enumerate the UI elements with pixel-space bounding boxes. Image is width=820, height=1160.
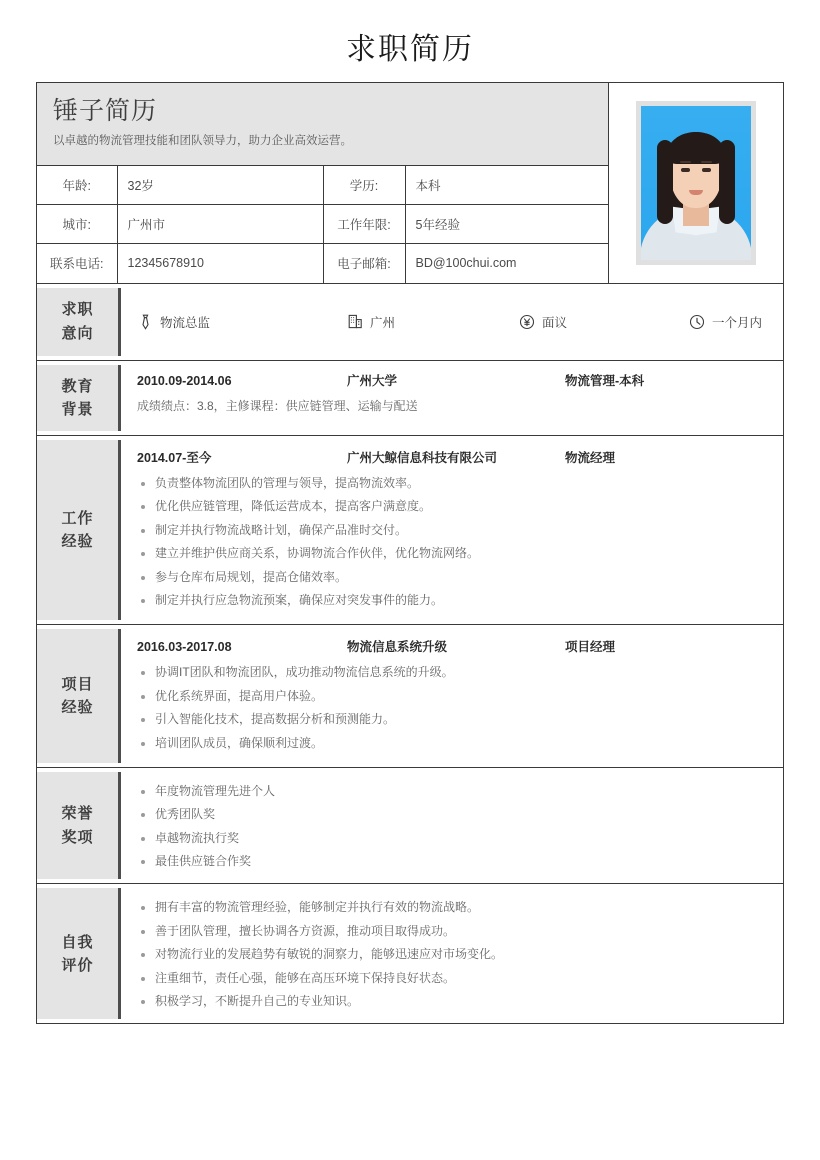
project-bullets bbox=[137, 661, 769, 755]
education-entry-head bbox=[137, 371, 769, 389]
basic-info-table bbox=[37, 165, 608, 283]
section-body-intention bbox=[121, 284, 783, 360]
education-date: 2010.09-2014.06 bbox=[137, 373, 232, 388]
section-label-line2: 评价 bbox=[61, 956, 94, 974]
section-label-work bbox=[37, 440, 121, 620]
evaluation-bullets bbox=[137, 896, 769, 1013]
section-body-education bbox=[121, 361, 783, 436]
list-item: 卓越物流执行奖 bbox=[137, 827, 769, 850]
list-item: 制定并执行应急物流预案，确保应对突发事件的能力。 bbox=[137, 589, 769, 612]
email-label: 电子邮箱: bbox=[323, 244, 405, 283]
list-item: 制定并执行物流战略计划，确保产品准时交付。 bbox=[137, 519, 769, 542]
age-label: 年龄: bbox=[37, 166, 117, 205]
list-item: 建立并维护供应商关系，协调物流合作伙伴，优化物流网络。 bbox=[137, 542, 769, 565]
section-label-line2: 意向 bbox=[61, 324, 94, 342]
section-label-line1: 教育 bbox=[61, 377, 94, 395]
header-left-column bbox=[37, 83, 609, 283]
honors-bullets bbox=[137, 780, 769, 874]
section-label-line2: 经验 bbox=[61, 699, 94, 717]
section-intention bbox=[37, 284, 783, 361]
intention-salary bbox=[519, 313, 689, 331]
list-item: 负责整体物流团队的管理与领导，提高物流效率。 bbox=[137, 472, 769, 495]
intention-position-text: 物流总监 bbox=[160, 315, 211, 330]
section-label-project bbox=[37, 629, 121, 763]
list-item: 参与仓库布局规划，提高仓储效率。 bbox=[137, 566, 769, 589]
section-education bbox=[37, 361, 783, 437]
list-item: 引入智能化技术，提高数据分析和预测能力。 bbox=[137, 708, 769, 731]
table-row bbox=[37, 166, 608, 205]
section-label-line1: 工作 bbox=[61, 509, 94, 527]
list-item: 积极学习，不断提升自己的专业知识。 bbox=[137, 990, 769, 1013]
section-work bbox=[37, 436, 783, 625]
list-item: 善于团队管理，擅长协调各方资源，推动项目取得成功。 bbox=[137, 920, 769, 943]
avatar bbox=[641, 106, 751, 260]
project-name: 物流信息系统升级 bbox=[347, 640, 448, 655]
experience-value: 5年经验 bbox=[405, 205, 608, 244]
intention-position bbox=[137, 313, 347, 331]
resume-card bbox=[36, 82, 784, 1024]
building-icon bbox=[347, 314, 363, 330]
project-date: 2016.03-2017.08 bbox=[137, 640, 232, 655]
candidate-name: 锤子简历 bbox=[53, 97, 158, 125]
age-value: 32岁 bbox=[117, 166, 323, 205]
table-row bbox=[37, 244, 608, 283]
work-bullets bbox=[137, 472, 769, 612]
work-role: 物流经理 bbox=[565, 451, 616, 465]
section-label-line2: 背景 bbox=[61, 400, 94, 418]
section-project bbox=[37, 625, 783, 768]
clock-icon bbox=[689, 314, 705, 330]
header-right-column bbox=[609, 83, 783, 283]
phone-label: 联系电话: bbox=[37, 244, 117, 283]
project-entry-head bbox=[137, 637, 769, 655]
list-item: 年度物流管理先进个人 bbox=[137, 780, 769, 803]
section-label-evaluation bbox=[37, 888, 121, 1019]
email-value: BD@100chui.com bbox=[405, 244, 608, 283]
intention-availability-text: 一个月内 bbox=[712, 315, 763, 330]
list-item: 优秀团队奖 bbox=[137, 803, 769, 826]
resume-header bbox=[37, 83, 783, 284]
list-item: 协调IT团队和物流团队，成功推动物流信息系统的升级。 bbox=[137, 661, 769, 684]
city-value: 广州市 bbox=[117, 205, 323, 244]
yen-circle-icon bbox=[519, 314, 535, 330]
page-title: 求职简历 bbox=[346, 33, 474, 66]
city-label: 城市: bbox=[37, 205, 117, 244]
section-body-project bbox=[121, 625, 783, 767]
section-body-evaluation bbox=[121, 884, 783, 1023]
section-label-line1: 项目 bbox=[61, 675, 94, 693]
intention-availability bbox=[689, 313, 762, 331]
education-label: 学历: bbox=[323, 166, 405, 205]
education-value: 本科 bbox=[405, 166, 608, 205]
section-body-honors bbox=[121, 768, 783, 884]
list-item: 拥有丰富的物流管理经验，能够制定并执行有效的物流战略。 bbox=[137, 896, 769, 919]
experience-label: 工作年限: bbox=[323, 205, 405, 244]
intention-city bbox=[347, 313, 519, 331]
intention-city-text: 广州 bbox=[370, 315, 396, 330]
phone-value: 12345678910 bbox=[117, 244, 323, 283]
section-label-intention bbox=[37, 288, 121, 356]
list-item: 优化供应链管理，降低运营成本，提高客户满意度。 bbox=[137, 495, 769, 518]
section-label-education bbox=[37, 365, 121, 432]
section-label-line2: 奖项 bbox=[61, 828, 94, 846]
tie-icon bbox=[137, 314, 153, 330]
education-major: 物流管理-本科 bbox=[565, 373, 645, 388]
list-item: 最佳供应链合作奖 bbox=[137, 850, 769, 873]
section-label-line2: 经验 bbox=[61, 533, 94, 551]
section-evaluation bbox=[37, 884, 783, 1023]
list-item: 培训团队成员，确保顺利过渡。 bbox=[137, 732, 769, 755]
intention-salary-text: 面议 bbox=[542, 315, 568, 330]
project-role: 项目经理 bbox=[565, 640, 616, 655]
list-item: 优化系统界面，提高用户体验。 bbox=[137, 685, 769, 708]
section-label-line1: 自我 bbox=[61, 933, 94, 951]
section-honors bbox=[37, 768, 783, 885]
section-body-work bbox=[121, 436, 783, 624]
work-date: 2014.07-至今 bbox=[137, 451, 212, 465]
work-entry-head bbox=[137, 448, 769, 466]
candidate-tagline: 以卓越的物流管理技能和团队领导力，助力企业高效运营。 bbox=[53, 134, 352, 147]
work-company: 广州大鲸信息科技有限公司 bbox=[347, 451, 498, 465]
education-note: 成绩绩点：3.8，主修课程：供应链管理、运输与配送 bbox=[137, 398, 418, 413]
section-label-line1: 荣誉 bbox=[61, 805, 94, 823]
name-block bbox=[37, 83, 608, 165]
section-label-honors bbox=[37, 772, 121, 880]
section-label-line1: 求职 bbox=[61, 301, 94, 319]
photo-frame bbox=[636, 101, 756, 265]
intention-items bbox=[137, 296, 769, 348]
table-row bbox=[37, 205, 608, 244]
list-item: 对物流行业的发展趋势有敏锐的洞察力，能够迅速应对市场变化。 bbox=[137, 943, 769, 966]
education-school: 广州大学 bbox=[347, 373, 398, 388]
list-item: 注重细节，责任心强，能够在高压环境下保持良好状态。 bbox=[137, 967, 769, 990]
